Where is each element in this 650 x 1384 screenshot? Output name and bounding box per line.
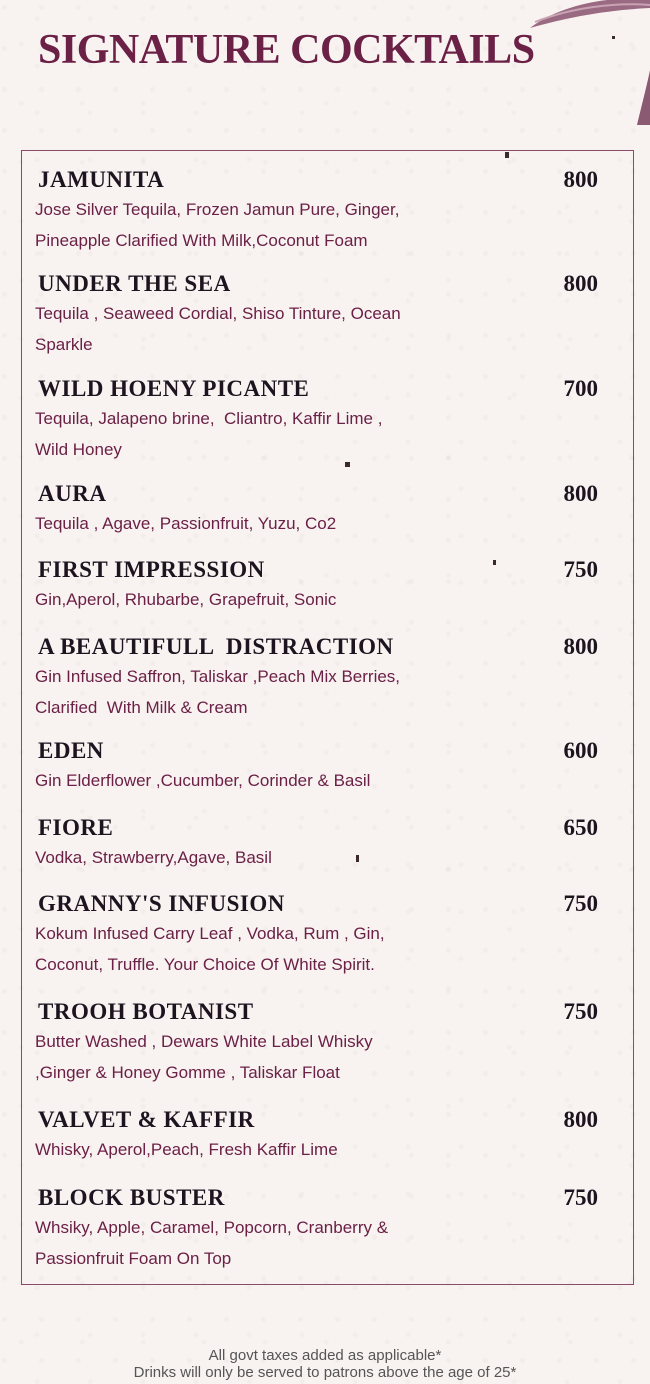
decorative-leaf-icon xyxy=(525,0,650,130)
item-price: 800 xyxy=(563,481,598,506)
item-name: FIORE xyxy=(38,815,114,840)
menu-item xyxy=(35,1184,600,1274)
item-price: 750 xyxy=(563,1185,598,1210)
item-name: JAMUNITA xyxy=(38,167,165,192)
item-description: Tequila , Agave, Passionfruit, Yuzu, Co2 xyxy=(35,514,337,533)
paper-speck xyxy=(345,462,350,467)
menu-item xyxy=(35,890,600,980)
item-price: 750 xyxy=(563,999,598,1024)
item-description: Passionfruit Foam On Top xyxy=(35,1249,232,1268)
item-description: Whsiky, Apple, Caramel, Popcorn, Cranberry & xyxy=(35,1218,389,1237)
item-name: TROOH BOTANIST xyxy=(38,999,254,1024)
item-name: FIRST IMPRESSION xyxy=(38,557,265,582)
menu-item xyxy=(35,737,600,796)
item-description: Jose Silver Tequila, Frozen Jamun Pure, Ginger, xyxy=(35,200,400,219)
tax-note: All govt taxes added as applicable* xyxy=(208,1347,442,1364)
menu-item xyxy=(35,998,600,1088)
item-name: A BEAUTIFULL DISTRACTION xyxy=(38,634,394,659)
item-description: Kokum Infused Carry Leaf , Vodka, Rum , Gin, xyxy=(35,924,385,943)
item-description: Gin,Aperol, Rhubarbe, Grapefruit, Sonic xyxy=(35,590,337,609)
menu-item xyxy=(35,556,600,615)
item-description: Pineapple Clarified With Milk,Coconut Foam xyxy=(35,231,368,250)
item-description: ,Ginger & Honey Gomme , Taliskar Float xyxy=(35,1063,340,1082)
item-description: Sparkle xyxy=(35,335,93,354)
item-description: Gin Elderflower ,Cucumber, Corinder & Basil xyxy=(35,771,371,790)
menu-item xyxy=(35,633,600,723)
page-title: SIGNATURE COCKTAILS xyxy=(38,27,535,73)
menu-item xyxy=(35,1106,600,1165)
item-name: BLOCK BUSTER xyxy=(38,1185,225,1210)
menu-item xyxy=(35,166,600,256)
item-description: Vodka, Strawberry,Agave, Basil xyxy=(35,848,272,867)
item-price: 750 xyxy=(563,557,598,582)
item-description: Tequila, Jalapeno brine, Cliantro, Kaffir Lime , xyxy=(35,409,383,428)
item-description: Coconut, Truffle. Your Choice Of White Spirit. xyxy=(35,955,375,974)
item-name: WILD HOENY PICANTE xyxy=(38,376,310,401)
item-price: 800 xyxy=(563,1107,598,1132)
item-price: 700 xyxy=(563,376,598,401)
paper-speck xyxy=(493,560,496,565)
item-name: UNDER THE SEA xyxy=(38,271,231,296)
menu-item xyxy=(35,814,600,873)
item-description: Tequila , Seaweed Cordial, Shiso Tinture, Ocean xyxy=(35,304,401,323)
item-price: 800 xyxy=(563,634,598,659)
item-description: Wild Honey xyxy=(35,440,122,459)
menu-item xyxy=(35,480,600,539)
item-name: AURA xyxy=(38,481,107,506)
item-price: 650 xyxy=(563,815,598,840)
item-description: Clarified With Milk & Cream xyxy=(35,698,248,717)
item-price: 600 xyxy=(563,738,598,763)
item-name: GRANNY'S INFUSION xyxy=(38,891,285,916)
paper-speck xyxy=(356,855,359,862)
item-price: 800 xyxy=(563,271,598,296)
age-note: Drinks will only be served to patrons above the age of 25* xyxy=(133,1364,517,1381)
menu-item xyxy=(35,375,600,465)
item-description: Butter Washed , Dewars White Label Whisky xyxy=(35,1032,373,1051)
item-name: EDEN xyxy=(38,738,104,763)
item-description: Whisky, Aperol,Peach, Fresh Kaffir Lime xyxy=(35,1140,338,1159)
item-price: 750 xyxy=(563,891,598,916)
item-description: Gin Infused Saffron, Taliskar ,Peach Mix Berries, xyxy=(35,667,401,686)
paper-speck xyxy=(612,36,615,39)
paper-speck xyxy=(505,152,509,158)
item-name: VALVET & KAFFIR xyxy=(38,1107,255,1132)
menu-item xyxy=(35,270,600,360)
item-price: 800 xyxy=(563,167,598,192)
